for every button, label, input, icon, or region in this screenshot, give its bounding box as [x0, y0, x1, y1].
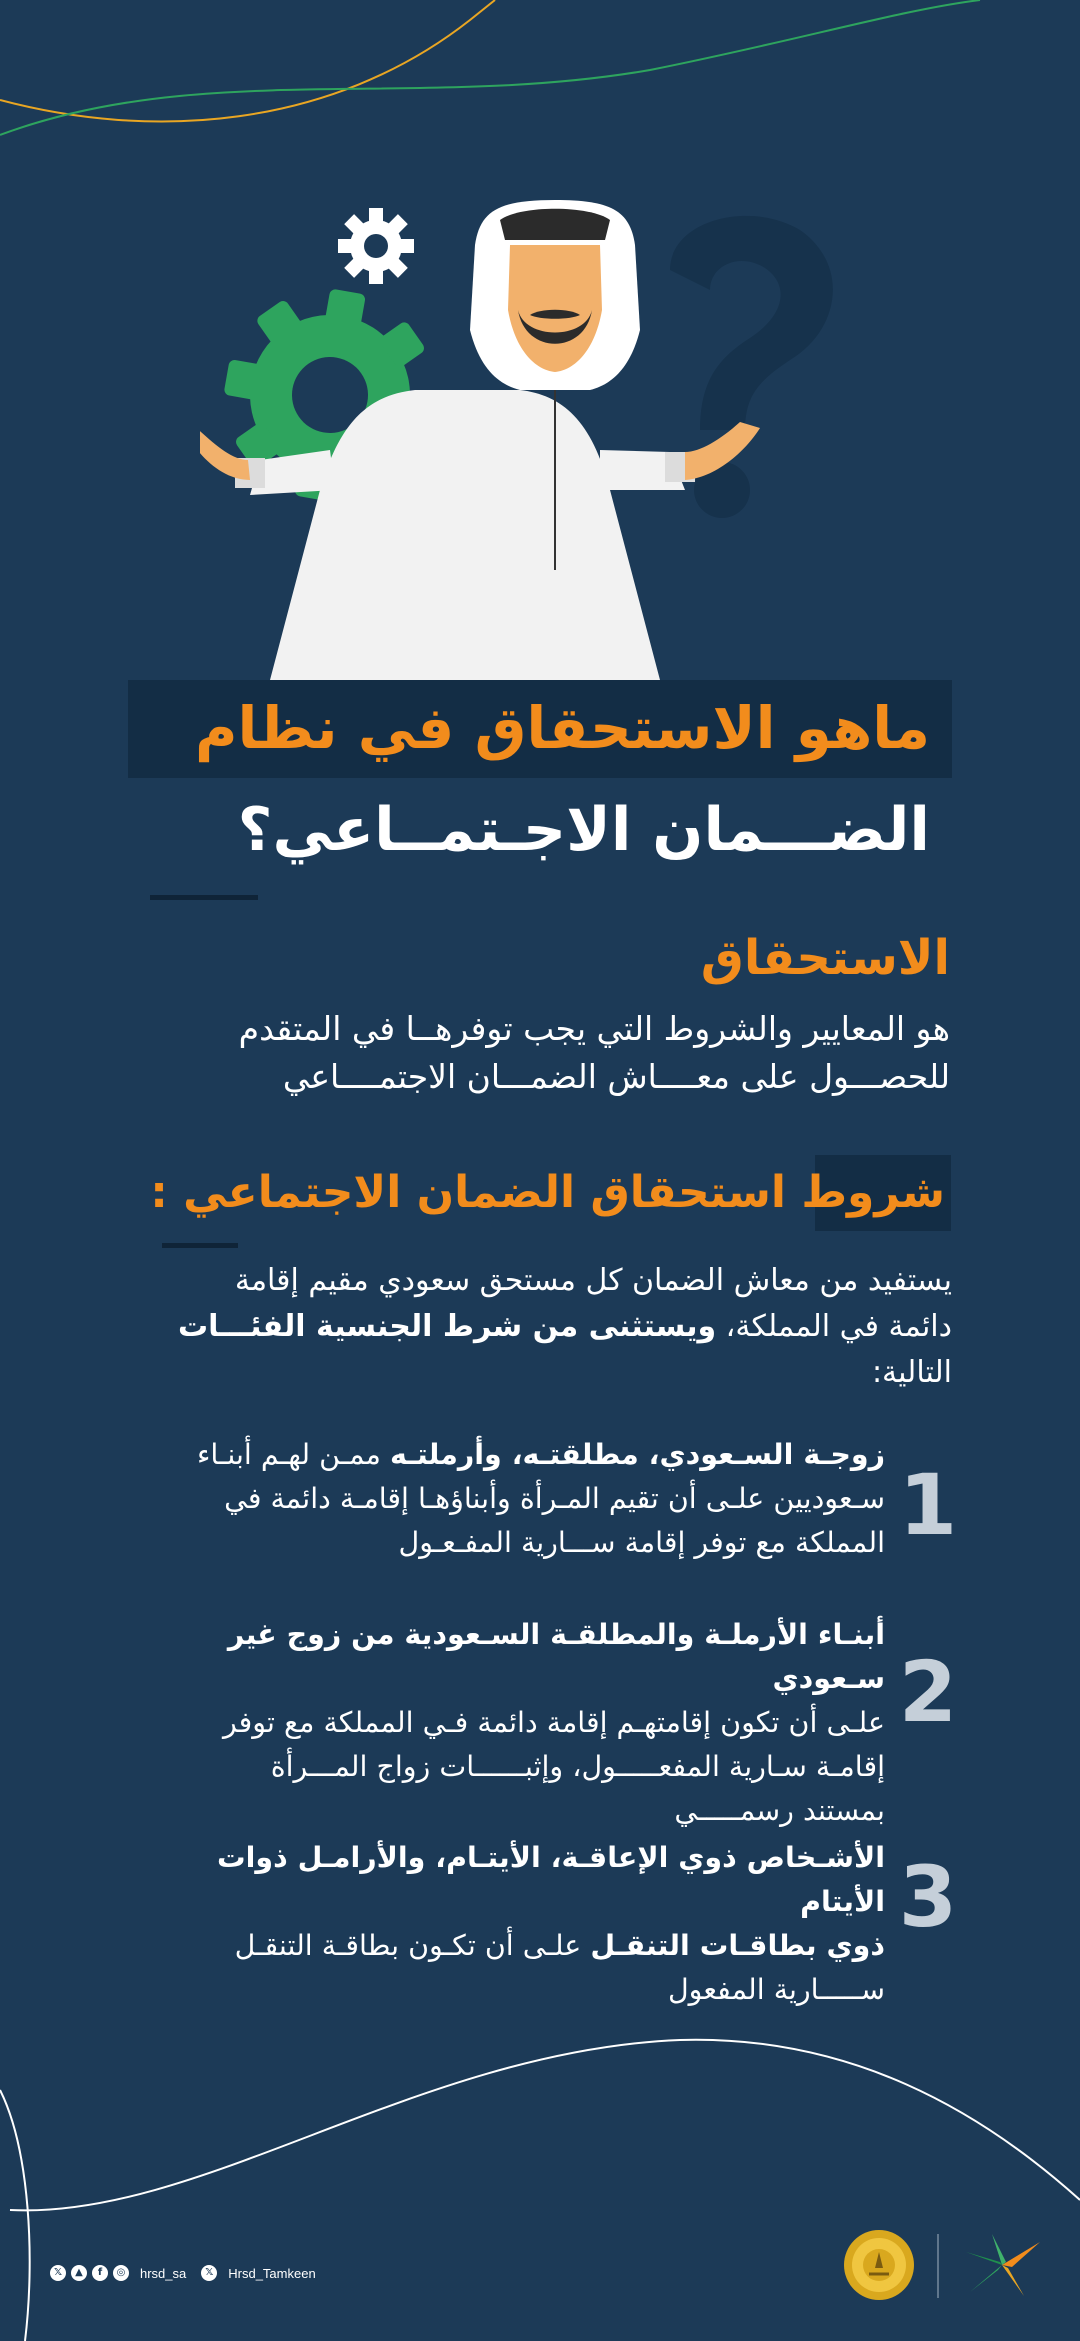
- instagram-icon[interactable]: ◎: [113, 2265, 129, 2281]
- snapchat-icon[interactable]: ▲: [71, 2265, 87, 2281]
- man-with-gears-illustration: [200, 190, 880, 680]
- ministry-logo: [962, 2232, 1042, 2298]
- item-3-text1: علـى أن تكـون بطاقـة التنقـل: [234, 1929, 591, 1962]
- item-2-text2: إقامـة سـارية المفعـــــول، وإثبــــــات زواج المـــرأة: [270, 1750, 885, 1783]
- decorative-curves-bottom: [0, 2030, 1080, 2341]
- item-number-1: 1: [898, 1456, 958, 1554]
- item-1-bold: زوجـة السـعودي، مطلقتـه، وأرملتـه: [389, 1438, 885, 1471]
- item-3-bold2: ذوي بطاقـات التنقـل: [590, 1929, 885, 1962]
- handle-hrsd-tamkeen[interactable]: Hrsd_Tamkeen: [228, 2265, 316, 2281]
- footer-divider: [937, 2234, 939, 2298]
- x-icon-tamkeen[interactable]: 𝕏: [201, 2265, 217, 2281]
- conditions-intro-line2: [125, 1304, 952, 1350]
- item-2-bold: أبنـاء الأرملـة والمطلقـة السـعودية من زوج غير سـعودي: [227, 1618, 885, 1695]
- item-3-text: [130, 1836, 885, 2012]
- man-head: [470, 200, 640, 390]
- x-icon[interactable]: 𝕏: [50, 2265, 66, 2281]
- conditions-intro-line3: التالية:: [871, 1355, 952, 1390]
- conditions-heading: شروط استحقاق الضمان الاجتماعي :: [150, 1167, 945, 1218]
- conditions-intro-bold: ويستثنى من شرط الجنسية الفئـــات: [178, 1309, 717, 1344]
- conditions-intro-line1: يستفيد من معاش الضمان كل مستحق سعودي مقيم إقامة: [234, 1263, 952, 1298]
- page-title-line2: الضـــمان الاجـتمــاعي؟: [237, 795, 930, 865]
- item-number-3: 3: [898, 1848, 958, 1946]
- page-title-line1: ماهو الاستحقاق في نظام: [194, 694, 930, 762]
- item-1-text2: سـعوديين علـى أن تقيم المـرأة وأبناؤهـا إقامـة دائمة في: [224, 1482, 885, 1515]
- item-1-text3: المملكة مع توفر إقامة ســـارية المفـعـول: [398, 1526, 885, 1559]
- facebook-icon[interactable]: f: [92, 2265, 108, 2281]
- handle-hrsd-sa[interactable]: hrsd_sa: [140, 2265, 187, 2281]
- definition-heading: الاستحقاق: [700, 930, 950, 986]
- definition-line2: للحصـــول على معــــاش الضمـــان الاجتمــــاعي: [282, 1057, 950, 1096]
- item-number-2: 2: [898, 1643, 958, 1741]
- footer-social-bar: [50, 2262, 326, 2284]
- item-3-text2: ســـــارية المفعول: [667, 1973, 885, 2006]
- item-2-text3: بمستند رسمـــــي: [674, 1794, 885, 1827]
- government-emblem-logo: [842, 2228, 916, 2302]
- item-2-text1: علـى أن تكون إقامتهـم إقامة دائمة فـي المملكة مع توفر: [222, 1706, 885, 1739]
- white-gear-icon: [338, 208, 414, 284]
- item-2-text: [130, 1613, 885, 1833]
- title-underline: [150, 895, 258, 900]
- definition-line1: هو المعايير والشروط التي يجب توفرهــا في المتقدم: [238, 1009, 950, 1048]
- item-3-bold: الأشـخاص ذوي الإعاقـة، الأيتـام، والأرامـل ذوات الأيتام: [216, 1841, 885, 1918]
- conditions-intro-regular: دائمة في المملكة،: [716, 1309, 952, 1344]
- item-1-text1: ممـن لهـم أبنـاء: [196, 1438, 390, 1471]
- conditions-underline: [162, 1243, 238, 1248]
- decorative-curves-top: [0, 0, 1080, 140]
- item-1-text: [130, 1433, 885, 1565]
- definition-text: [130, 1005, 950, 1101]
- conditions-intro: [125, 1258, 952, 1396]
